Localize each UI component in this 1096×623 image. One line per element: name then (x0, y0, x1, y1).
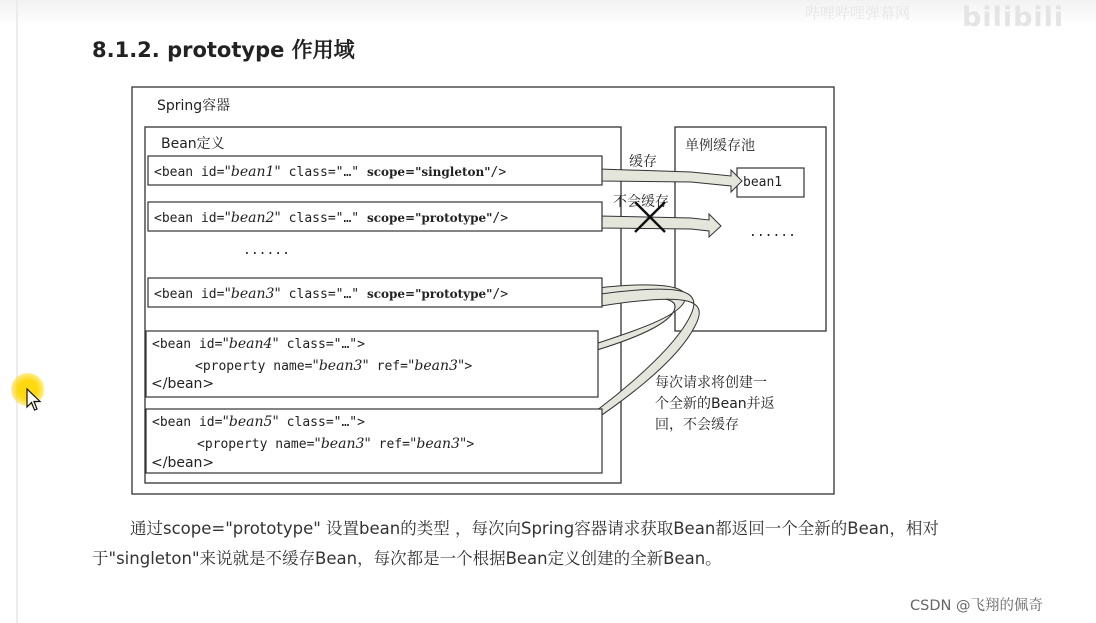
bean-row-bean3 (148, 278, 602, 307)
bean-definition-label: Bean定义 (161, 136, 225, 152)
nocache-label: 不会缓存 (613, 194, 669, 210)
csdn-author-watermark: CSDN @飞翔的佩奇 (910, 598, 1043, 614)
svg-text:<bean id="bean1" class="…" sco: <bean id="bean1" class="…" scope="singleton"/> (154, 164, 507, 180)
paragraph-line-1: 通过scope="prototype" 设置bean的类型 ，每次向Spring容器请求获取Bean都返回一个全新的Bean，相对 (130, 519, 939, 538)
page-left-rule (16, 0, 18, 623)
paragraph-line-2: 于"singleton"来说就是不缓存Bean，每次都是一个根据Bean定义创建的全新Bean。 (92, 549, 722, 568)
explanation-paragraph (92, 514, 1032, 574)
svg-text:回，不会缓存: 回，不会缓存 (655, 417, 739, 433)
spring-container-label: Spring容器 (157, 98, 231, 114)
svg-text:<bean id="bean4" class="…">: <bean id="bean4" class="…"> (152, 336, 365, 352)
svg-text:每次请求将创建一: 每次请求将创建一 (655, 375, 767, 391)
bean-row-bean2 (148, 202, 602, 231)
diagram-svg (131, 86, 835, 495)
bean-row-bean4 (146, 331, 598, 397)
svg-text:</bean>: </bean> (151, 376, 215, 392)
watermark-subtext: 哔哩哔哩弹幕网 (805, 4, 911, 22)
singleton-pool-label: 单例缓存池 (685, 138, 755, 154)
bean-row-bean1 (148, 156, 602, 185)
bilibili-watermark-logo: bilibili (962, 2, 1065, 33)
svg-text:<bean id="bean5" class="…">: <bean id="bean5" class="…"> (152, 414, 365, 430)
svg-text:<property name="bean3" ref="be: <property name="bean3" ref="bean3"> (195, 358, 473, 374)
top-band (0, 0, 1096, 26)
mouse-pointer-icon (26, 388, 42, 412)
svg-text:</bean>: </bean> (151, 455, 215, 471)
section-heading: 8.1.2. prototype 作用域 (92, 38, 355, 62)
pool-bean1-label: bean1 (743, 175, 783, 190)
prototype-scope-diagram (131, 86, 835, 495)
svg-text:个全新的Bean并返: 个全新的Bean并返 (655, 396, 775, 412)
pool-more-dots: ...... (749, 225, 796, 240)
bean-def-more-dots: ...... (243, 243, 290, 258)
svg-text:<bean id="bean3" class="…" sco: <bean id="bean3" class="…" scope="prototype"/> (154, 286, 509, 302)
svg-text:<property name="bean3" ref="be: <property name="bean3" ref="bean3"> (197, 436, 475, 452)
bean-row-bean5 (146, 409, 602, 473)
cache-label: 缓存 (629, 154, 657, 170)
svg-text:<bean id="bean2" class="…" sco: <bean id="bean2" class="…" scope="prototype"/> (154, 210, 509, 226)
